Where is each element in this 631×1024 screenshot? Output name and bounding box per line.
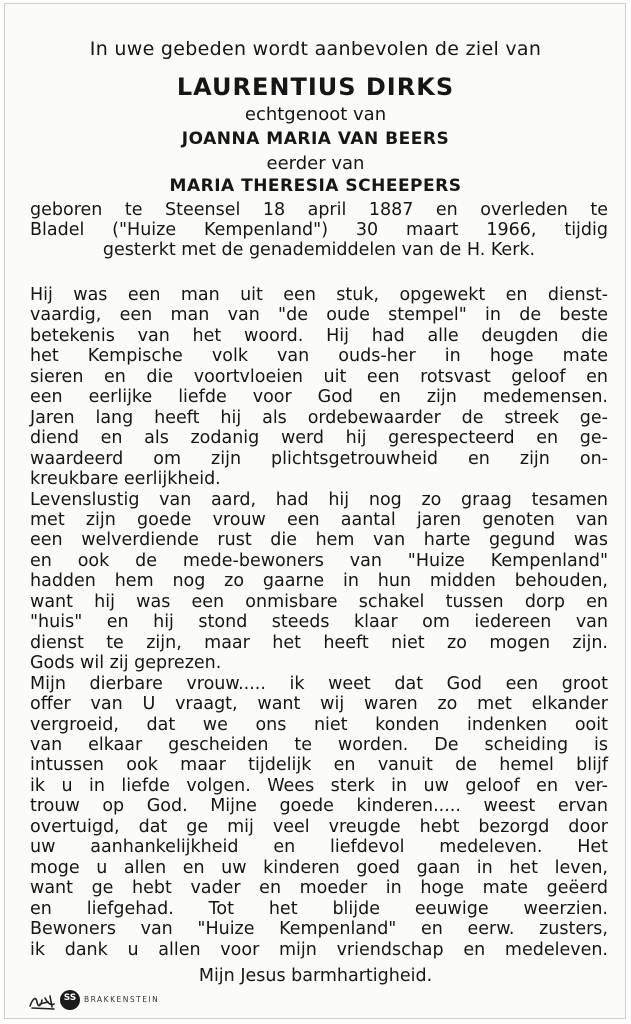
birth-death-paragraph bbox=[30, 200, 608, 260]
eulogy-line: van elkaar gescheiden te worden. De scheiding is bbox=[30, 734, 608, 755]
eulogy-line: vaardig, een man van "de oude stempel" in de beste bbox=[30, 305, 608, 326]
artist-signature-icon bbox=[28, 990, 58, 1012]
birth-line: Bladel ("Huize Kempenland") 30 maart 1966, tijdig bbox=[30, 220, 608, 240]
eulogy-line: Levenslustig van aard, had hij nog zo graag tesamen bbox=[30, 489, 608, 510]
eulogy-line: het Kempische volk van ouds-her in hoge mate bbox=[30, 346, 608, 367]
eulogy-line: kreukbare eerlijkheid. bbox=[30, 469, 221, 490]
eulogy-line: moge u allen en uw kinderen goed gaan in het leven, bbox=[30, 857, 608, 878]
eulogy-line: Bewoners van "Huize Kempenland" en eerw. zusters, bbox=[30, 919, 608, 940]
eulogy-line: een eerlijke liefde voor God en zijn medemensen. bbox=[30, 387, 608, 408]
eulogy-line: Hij was een man uit een stuk, opgewekt en dienst- bbox=[30, 285, 608, 305]
eulogy-line: uw aanhankelijkheid en liefdevol medeleven. Het bbox=[30, 837, 608, 858]
eulogy-line: Mijn dierbare vrouw..... ik weet dat God een groot bbox=[30, 673, 608, 694]
relation-line-1: echtgenoot van bbox=[244, 104, 387, 125]
eulogy-line: overtuigd, dat ge mij veel vreugde hebt bezorgd door bbox=[30, 816, 608, 837]
eulogy-line: vergroeid, dat we ons niet konden indenken ooit bbox=[30, 714, 608, 735]
birth-line: geboren te Steensel 18 april 1887 en overleden te bbox=[30, 200, 608, 220]
eulogy-line: Jaren lang heeft hij als ordebewaarder de streek ge- bbox=[30, 407, 608, 428]
printer-monogram: SS bbox=[63, 993, 77, 1003]
eulogy-line: trouw op God. Mijne goede kinderen..... weest ervan bbox=[30, 796, 608, 817]
eulogy-text bbox=[30, 285, 608, 960]
eulogy-line: Gods wil zij geprezen. bbox=[30, 653, 222, 674]
eulogy-line: diend en als zodanig werd hij gerespecteerd en ge- bbox=[30, 428, 608, 449]
eulogy-line: offer van U vraagt, want wij waren zo met elkander bbox=[30, 694, 608, 715]
birth-line: gesterkt met de genademiddelen van de H. Kerk. bbox=[102, 240, 536, 260]
eulogy-line: ik u in liefde volgen. Wees sterk in uw geloof en ver- bbox=[30, 775, 608, 796]
eulogy-line: betekenis van het woord. Hij had alle deugden die bbox=[30, 325, 608, 346]
eulogy-line: want hij was een onmisbare schakel tussen dorp en bbox=[30, 591, 608, 612]
eulogy-line: want ge hebt vader en moeder in hoge mate geëerd bbox=[30, 878, 608, 899]
eulogy-line: intussen ook maar tijdelijk en vanuit de hemel blijf bbox=[30, 755, 608, 776]
deceased-name: LAURENTIUS DIRKS bbox=[176, 73, 455, 101]
eulogy-line: "huis" en hij stond steeds klaar om iedereen van bbox=[30, 612, 608, 633]
eulogy-line: en ook de mede-bewoners van "Huize Kempenland" bbox=[30, 550, 608, 571]
eulogy-line: hadden hem nog zo gaarne in hun midden behouden, bbox=[30, 571, 608, 592]
eulogy-line: waardeerd om zijn plichtsgetrouwheid en zijn on- bbox=[30, 448, 608, 469]
eulogy-line: ik dank u allen voor mijn vriendschap en medeleven. bbox=[30, 939, 608, 960]
eulogy-line: een welverdiende rust die hem van harte gegund was bbox=[30, 530, 608, 551]
eulogy-line: en liefgehad. Tot het blijde eeuwige weerzien. bbox=[30, 898, 608, 919]
spouse-name-1: JOANNA MARIA VAN BEERS bbox=[181, 129, 450, 149]
eulogy-line: sieren en die voortvloeien uit een rotsvast geloof en bbox=[30, 366, 608, 387]
intro-line: In uwe gebeden wordt aanbevolen de ziel van bbox=[89, 38, 542, 60]
printer-name: BRAKKENSTEIN bbox=[84, 995, 160, 1004]
printer-monogram-icon bbox=[60, 990, 80, 1010]
spouse-name-2: MARIA THERESIA SCHEEPERS bbox=[169, 176, 462, 196]
eulogy-line: met zijn goede vrouw een aantal jaren genoten van bbox=[30, 509, 608, 530]
eulogy-line: dienst te zijn, maar het heeft niet zo mogen zijn. bbox=[30, 632, 608, 653]
closing-prayer: Mijn Jesus barmhartigheid. bbox=[198, 966, 433, 986]
relation-line-2: eerder van bbox=[266, 153, 365, 174]
